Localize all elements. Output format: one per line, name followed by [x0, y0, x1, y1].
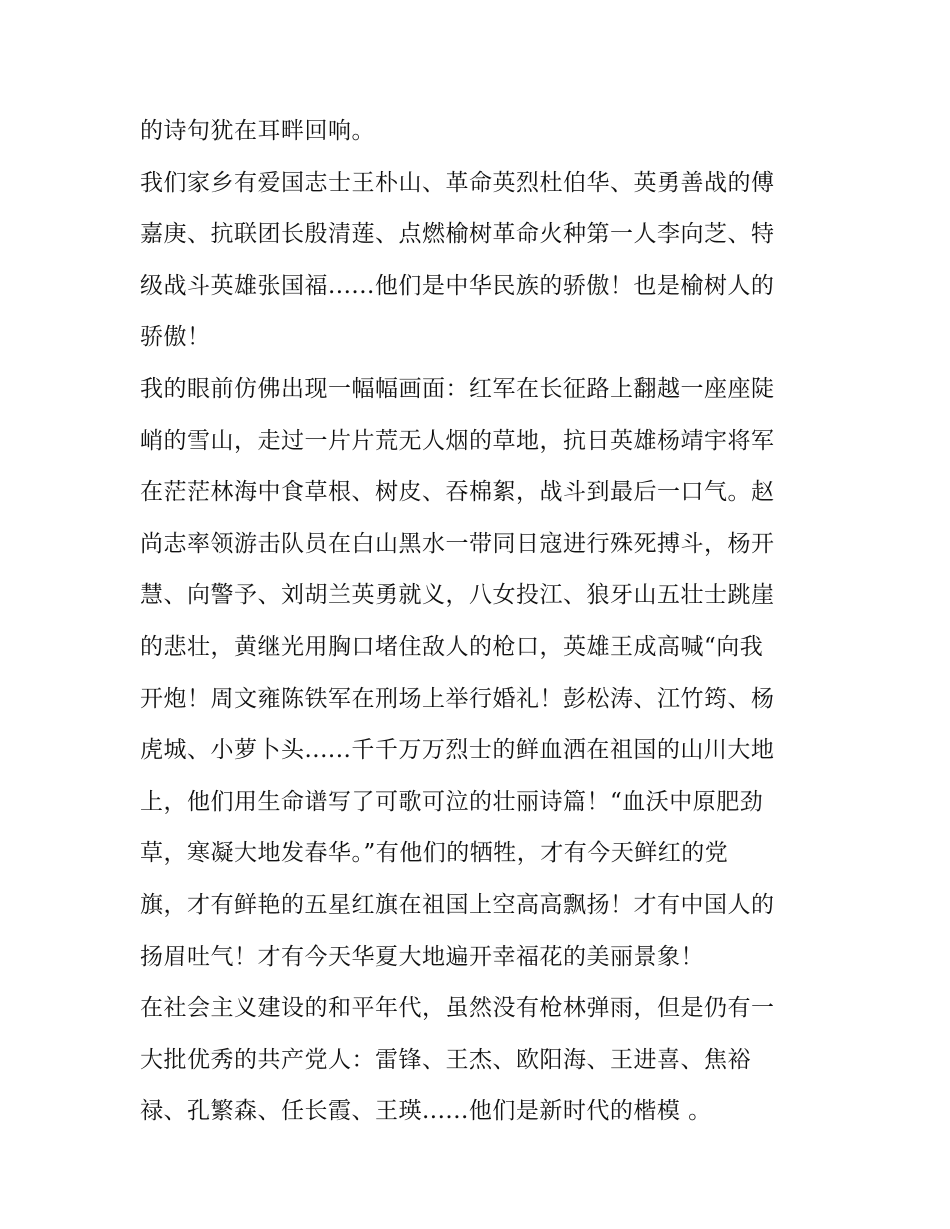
text-line: 尚志率领游击队员在白山黑水一带同日寇进行殊死搏斗，杨开 — [140, 530, 775, 557]
text-line: 的诗句犹在耳畔回响。 — [140, 118, 375, 144]
text-line: 禄、孔繁森、任长霞、王瑛......他们是新时代的楷模 。 — [140, 1098, 712, 1125]
text-line: 在茫茫林海中食草根、树皮、吞棉絮，战斗到最后一口气。赵 — [140, 479, 775, 506]
text-line: 的悲壮，黄继光用胸口堵住敌人的枪口，英雄王成高喊“向我 — [140, 633, 764, 660]
text-line: 虎城、小萝卜头......千千万万烈士的鲜血洒在祖国的山川大地 — [140, 737, 775, 764]
text-line: 草，寒凝大地发春华。”有他们的牺牲，才有今天鲜红的党 — [140, 840, 729, 867]
body-text — [140, 106, 830, 1138]
text-line: 开炮！周文雍陈铁军在刑场上举行婚礼！彭松涛、江竹筠、杨 — [140, 685, 775, 712]
text-line: 我的眼前仿佛出现一幅幅画面：红军在长征路上翻越一座座陡 — [140, 375, 775, 402]
text-line: 扬眉吐气！才有今天华夏大地遍开幸福花的美丽景象！ — [140, 943, 704, 970]
text-line: 在社会主义建设的和平年代，虽然没有枪林弹雨，但是仍有一 — [140, 995, 775, 1022]
text-line: 峭的雪山，走过一片片荒无人烟的草地，抗日英雄杨靖宇将军 — [140, 427, 775, 454]
text-line: 上，他们用生命谱写了可歌可泣的壮丽诗篇！“血沃中原肥劲 — [140, 788, 764, 815]
text-line: 大批优秀的共产党人：雷锋、王杰、欧阳海、王进喜、焦裕 — [140, 1046, 751, 1073]
text-line: 嘉庚、抗联团长殷清莲、点燃榆树革命火种第一人李向芝、特 — [140, 221, 775, 248]
text-line: 我们家乡有爱国志士王朴山、革命英烈杜伯华、英勇善战的傅 — [140, 169, 775, 196]
text-line: 旗，才有鲜艳的五星红旗在祖国上空高高飘扬！才有中国人的 — [140, 891, 775, 918]
text-line: 慧、向警予、刘胡兰英勇就义，八女投江、狼牙山五壮士跳崖 — [140, 582, 775, 609]
text-line: 级战斗英雄张国福......他们是中华民族的骄傲！也是榆树人的 — [140, 272, 775, 299]
text-line: 骄傲！ — [140, 324, 211, 351]
